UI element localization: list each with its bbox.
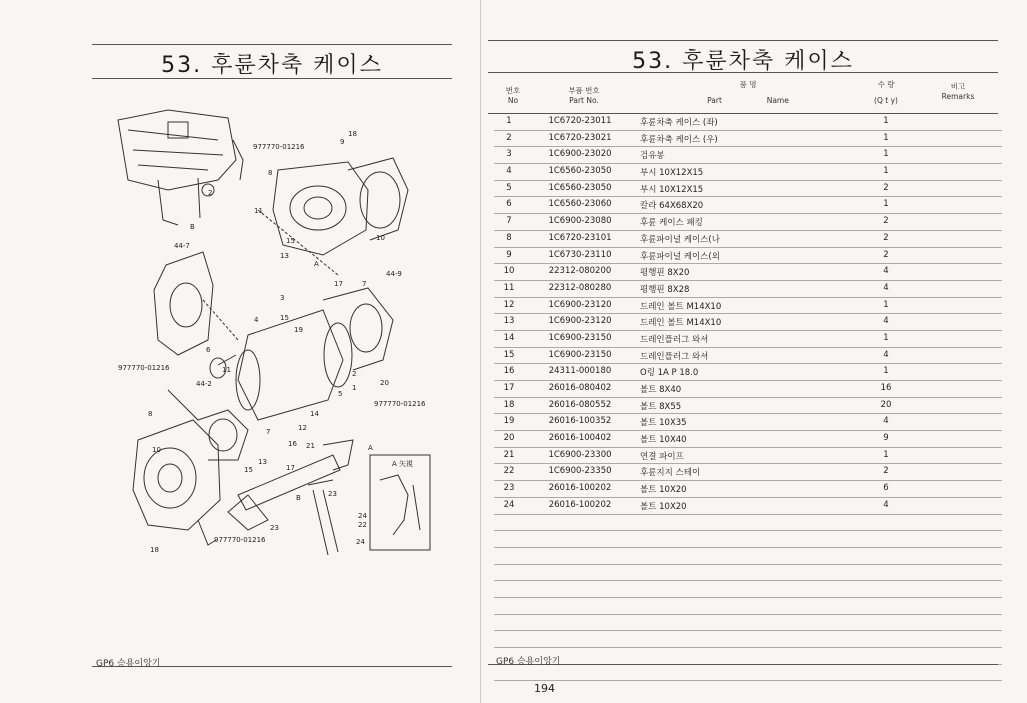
part-name: 평행핀 8X28 bbox=[640, 284, 690, 295]
table-row bbox=[494, 131, 1002, 148]
quantity: 4 bbox=[883, 416, 889, 427]
part-number: 1C6900-23120 bbox=[548, 316, 612, 327]
row-number: 9 bbox=[506, 249, 512, 260]
row-number: 2 bbox=[506, 132, 512, 143]
callout: 7 bbox=[362, 280, 367, 288]
header-remarks-en: Remarks bbox=[941, 92, 975, 101]
callout: 3 bbox=[280, 294, 285, 302]
row-number: 23 bbox=[503, 483, 515, 494]
part-name: 후륜차축 케이스 (좌) bbox=[640, 118, 718, 128]
callout: 977770-01216 bbox=[253, 143, 305, 151]
part-number: 26016-080402 bbox=[548, 383, 612, 393]
row-number: 21 bbox=[503, 449, 515, 460]
part-name: 볼트 10X40 bbox=[640, 435, 687, 446]
table-row bbox=[494, 231, 1002, 248]
table-row bbox=[494, 181, 1002, 198]
part-number: 26016-100202 bbox=[548, 483, 612, 494]
part-number: 1C6900-23120 bbox=[548, 299, 612, 310]
exploded-parts-diagram bbox=[108, 100, 448, 560]
header-part-en: Part No. bbox=[569, 96, 599, 105]
callout: 17 bbox=[286, 464, 295, 472]
table-row bbox=[494, 248, 1002, 265]
callout: 23 bbox=[328, 490, 337, 498]
title-bottom-rule bbox=[488, 72, 998, 73]
table-row bbox=[494, 314, 1002, 331]
part-name: 연결 파이프 bbox=[640, 451, 684, 462]
callout: 9 bbox=[340, 138, 345, 146]
callout: 7 bbox=[266, 428, 271, 436]
callout: 6 bbox=[206, 346, 211, 354]
part-name: 평행핀 8X20 bbox=[640, 268, 690, 279]
table-row bbox=[494, 114, 1002, 131]
callout: 5 bbox=[338, 390, 343, 398]
callout: 21 bbox=[306, 442, 315, 450]
callout: 2 bbox=[352, 370, 357, 378]
header-qty-ko: 수 량 bbox=[877, 80, 895, 89]
quantity: 1 bbox=[883, 149, 889, 160]
part-name: 볼트 10X35 bbox=[640, 418, 687, 429]
table-row bbox=[494, 464, 1002, 481]
callout: 8 bbox=[148, 410, 153, 418]
empty-row bbox=[494, 548, 1002, 565]
row-number: 14 bbox=[503, 332, 515, 343]
callout: 20 bbox=[380, 379, 389, 387]
callout: B bbox=[190, 223, 195, 231]
row-number: 24 bbox=[503, 499, 515, 510]
part-number: 1C6720-23011 bbox=[548, 116, 612, 126]
empty-row bbox=[494, 615, 1002, 632]
header-name bbox=[648, 80, 848, 106]
title-top-rule bbox=[488, 40, 998, 41]
empty-row bbox=[494, 531, 1002, 548]
part-name: 드레인 볼트 M14X10 bbox=[640, 318, 722, 329]
row-number: 8 bbox=[506, 232, 512, 243]
callout: 14 bbox=[310, 410, 319, 418]
callout: 19 bbox=[294, 326, 303, 334]
callout: 11 bbox=[254, 207, 263, 215]
table-row bbox=[494, 164, 1002, 181]
title-bottom-rule bbox=[92, 78, 452, 79]
quantity: 4 bbox=[883, 282, 889, 293]
empty-row bbox=[494, 581, 1002, 598]
callout: 23 bbox=[270, 524, 279, 532]
row-number: 6 bbox=[506, 199, 512, 210]
row-number: 15 bbox=[503, 349, 515, 360]
title-top-rule bbox=[92, 44, 452, 45]
header-remarks bbox=[928, 82, 988, 102]
part-name: 드레인플러그 와셔 bbox=[640, 351, 709, 362]
quantity: 16 bbox=[880, 383, 892, 393]
right-page-title: 53. 후륜차축 케이스 bbox=[632, 49, 854, 74]
callout: 24 bbox=[356, 538, 365, 546]
quantity: 20 bbox=[880, 399, 892, 410]
part-name: 드레인 볼트 M14X10 bbox=[640, 301, 722, 312]
part-name: 볼트 8X40 bbox=[640, 385, 682, 395]
table-row bbox=[494, 481, 1002, 498]
quantity: 1 bbox=[883, 299, 889, 310]
callout: 4 bbox=[254, 316, 259, 324]
callout: 16 bbox=[288, 440, 297, 448]
table-row bbox=[494, 348, 1002, 365]
quantity: 4 bbox=[883, 316, 889, 327]
table-row bbox=[494, 214, 1002, 231]
part-name: 후륜파이널 케이스(외 bbox=[640, 251, 720, 262]
callout: 44-2 bbox=[196, 380, 212, 388]
row-number: 7 bbox=[506, 216, 512, 227]
callout: 11 bbox=[222, 366, 231, 374]
table-row bbox=[494, 448, 1002, 465]
row-number: 1 bbox=[506, 116, 512, 126]
header-part-label: Part bbox=[707, 96, 722, 105]
axle-case-drawing bbox=[210, 288, 393, 420]
empty-row bbox=[494, 515, 1002, 532]
part-number: 1C6560-23050 bbox=[548, 166, 612, 177]
part-number: 26016-100202 bbox=[548, 499, 612, 510]
table-row bbox=[494, 398, 1002, 415]
part-number: 1C6730-23110 bbox=[548, 249, 612, 260]
callout: 22 bbox=[358, 521, 367, 529]
row-number: 16 bbox=[503, 366, 515, 377]
callout: 1 bbox=[352, 384, 357, 392]
row-number: 11 bbox=[503, 282, 515, 293]
quantity: 4 bbox=[883, 349, 889, 360]
empty-row bbox=[494, 598, 1002, 615]
callout: A 矢視 bbox=[392, 460, 414, 468]
quantity: 2 bbox=[883, 232, 889, 243]
left-page-title: 53. 후륜차축 케이스 bbox=[161, 53, 383, 78]
part-name: 검유봉 bbox=[640, 151, 665, 162]
header-no-ko: 번호 bbox=[505, 86, 521, 95]
right-page bbox=[488, 0, 1027, 703]
left-footer: GP6 승용이앙기 bbox=[96, 659, 161, 669]
callout: 8 bbox=[268, 169, 273, 177]
parts-table bbox=[494, 114, 1002, 681]
row-number: 19 bbox=[503, 416, 515, 427]
footer-rule bbox=[488, 664, 998, 665]
row-number: 5 bbox=[506, 182, 512, 193]
callout: 15 bbox=[286, 237, 295, 245]
quantity: 2 bbox=[883, 466, 889, 477]
empty-row bbox=[494, 648, 1002, 665]
part-name: 후륜차축 케이스 (우) bbox=[640, 134, 718, 145]
frame-assembly-drawing bbox=[118, 110, 243, 225]
part-number: 1C6900-23080 bbox=[548, 216, 612, 227]
callout: 977770-01216 bbox=[118, 364, 170, 372]
part-number: 1C6900-23350 bbox=[548, 466, 612, 477]
table-row bbox=[494, 364, 1002, 381]
table-row bbox=[494, 431, 1002, 448]
empty-row bbox=[494, 665, 1002, 682]
table-row bbox=[494, 264, 1002, 281]
part-name: O링 1A P 18.0 bbox=[640, 368, 699, 379]
callout: 15 bbox=[244, 466, 253, 474]
part-name: 드레인플러그 와셔 bbox=[640, 334, 709, 345]
header-name-ko: 품 명 bbox=[739, 80, 757, 89]
part-number: 22312-080200 bbox=[548, 266, 612, 277]
quantity: 1 bbox=[883, 132, 889, 143]
callout: 18 bbox=[150, 546, 159, 554]
quantity: 6 bbox=[883, 483, 889, 494]
callout: 10 bbox=[376, 234, 385, 242]
quantity: 1 bbox=[883, 199, 889, 210]
part-number: 1C6900-23300 bbox=[548, 449, 612, 460]
part-number: 1C6900-23020 bbox=[548, 149, 612, 160]
callout: 18 bbox=[348, 130, 357, 138]
callout: 977770-01216 bbox=[374, 400, 426, 408]
part-name: 칼라 64X68X20 bbox=[640, 201, 704, 212]
page-number: 194 bbox=[534, 682, 555, 695]
table-row bbox=[494, 498, 1002, 515]
left-case-drawing bbox=[154, 252, 238, 355]
table-row bbox=[494, 197, 1002, 214]
quantity: 9 bbox=[883, 433, 889, 444]
quantity: 2 bbox=[883, 182, 889, 193]
header-name-label: Name bbox=[766, 96, 789, 105]
part-name: 부시 10X12X15 bbox=[640, 168, 704, 179]
detail-view-box bbox=[370, 455, 430, 550]
quantity: 1 bbox=[883, 366, 889, 377]
part-number: 1C6900-23150 bbox=[548, 332, 612, 343]
empty-row bbox=[494, 631, 1002, 648]
callout: 10 bbox=[152, 446, 161, 454]
callout: 24 bbox=[358, 512, 367, 520]
callout: 15 bbox=[280, 314, 289, 322]
table-row bbox=[494, 281, 1002, 298]
callout: B bbox=[296, 494, 301, 502]
table-row bbox=[494, 147, 1002, 164]
quantity: 1 bbox=[883, 116, 889, 126]
table-row bbox=[494, 298, 1002, 315]
table-row bbox=[494, 414, 1002, 431]
callout: 12 bbox=[298, 424, 307, 432]
quantity: 4 bbox=[883, 499, 889, 510]
quantity: 4 bbox=[883, 266, 889, 277]
row-number: 3 bbox=[506, 149, 512, 160]
part-number: 26016-100402 bbox=[548, 433, 612, 444]
part-name: 볼트 10X20 bbox=[640, 501, 687, 512]
part-name: 후륜 케이스 패킹 bbox=[640, 218, 703, 229]
quantity: 1 bbox=[883, 449, 889, 460]
callout: 44-7 bbox=[174, 242, 190, 250]
table-row bbox=[494, 381, 1002, 398]
quantity: 2 bbox=[883, 216, 889, 227]
table-row bbox=[494, 331, 1002, 348]
part-number: 26016-100352 bbox=[548, 416, 612, 427]
empty-row bbox=[494, 565, 1002, 582]
right-footer: GP6 승용이앙기 bbox=[496, 657, 561, 667]
header-no-en: No bbox=[507, 96, 519, 105]
quantity: 1 bbox=[883, 332, 889, 343]
part-number: 1C6560-23050 bbox=[548, 182, 612, 193]
part-number: 24311-000180 bbox=[548, 366, 612, 377]
row-number: 18 bbox=[503, 399, 515, 410]
header-part-ko: 부품 번호 bbox=[568, 86, 600, 95]
part-number: 22312-080280 bbox=[548, 282, 612, 293]
callout: 44-9 bbox=[386, 270, 402, 278]
header-remarks-ko: 비고 bbox=[950, 82, 966, 91]
row-number: 12 bbox=[503, 299, 515, 310]
left-page bbox=[0, 0, 481, 703]
callout: 13 bbox=[280, 252, 289, 260]
part-number: 1C6560-23060 bbox=[548, 199, 612, 210]
row-number: 10 bbox=[503, 266, 515, 277]
callout: 17 bbox=[334, 280, 343, 288]
quantity: 2 bbox=[883, 249, 889, 260]
row-number: 22 bbox=[503, 466, 515, 477]
header-name-en bbox=[648, 96, 848, 106]
part-number: 26016-080552 bbox=[548, 399, 612, 410]
row-number: 4 bbox=[506, 166, 512, 177]
header-qty-en: (Q t y) bbox=[874, 96, 898, 105]
header-qty bbox=[846, 80, 926, 106]
header-part bbox=[534, 86, 634, 106]
callout: A bbox=[368, 444, 373, 452]
part-number: 1C6720-23101 bbox=[548, 232, 612, 243]
row-number: 17 bbox=[503, 383, 515, 393]
part-name: 후륜파이널 케이스(나 bbox=[640, 234, 720, 245]
part-number: 1C6900-23150 bbox=[548, 349, 612, 360]
part-name: 후륜지지 스테이 bbox=[640, 468, 701, 479]
part-name: 볼트 10X20 bbox=[640, 485, 687, 496]
row-number: 13 bbox=[503, 316, 515, 327]
header-no bbox=[498, 86, 528, 106]
callout: 13 bbox=[258, 458, 267, 466]
row-number: 20 bbox=[503, 433, 515, 444]
part-name: 볼트 8X55 bbox=[640, 401, 682, 412]
callout: 977770-01216 bbox=[214, 536, 266, 544]
part-number: 1C6720-23021 bbox=[548, 132, 612, 143]
part-name: 부시 10X12X15 bbox=[640, 184, 704, 195]
callout: 2 bbox=[208, 189, 213, 197]
quantity: 1 bbox=[883, 166, 889, 177]
callout: A bbox=[314, 260, 319, 268]
